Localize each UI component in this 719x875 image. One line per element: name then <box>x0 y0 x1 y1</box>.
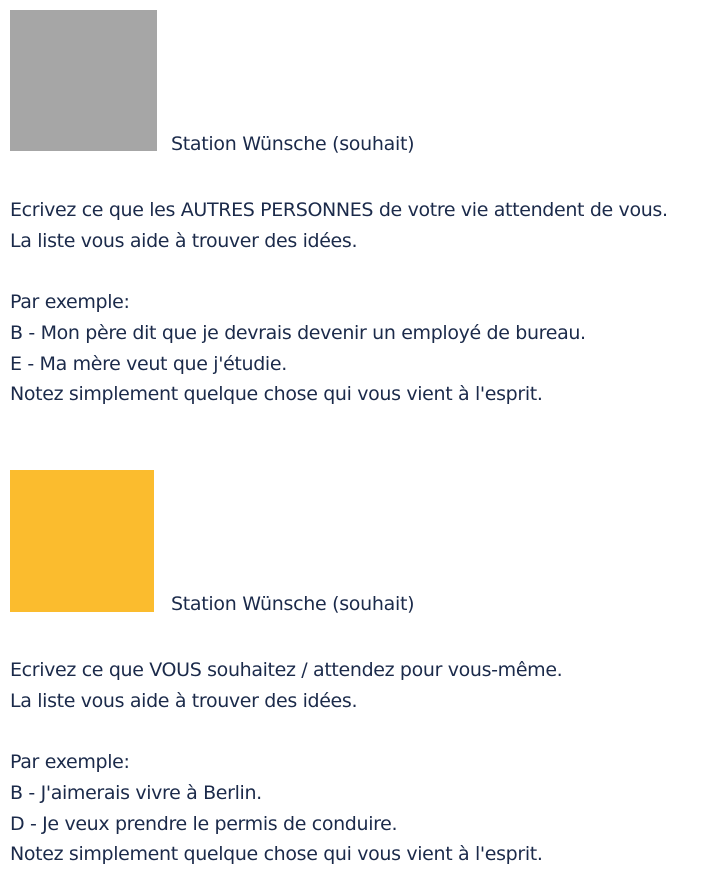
instructions-text <box>10 655 715 870</box>
paragraph-spacer <box>10 256 715 287</box>
example-line: D - Je veux prendre le permis de conduire. <box>10 812 398 835</box>
example-line: B - Mon père dit que je devrais devenir un employé de bureau. <box>10 321 586 344</box>
instruction-line: Ecrivez ce que VOUS souhaitez / attendez pour vous-même. <box>10 659 563 681</box>
station-title: Station Wünsche (souhait) <box>171 593 415 615</box>
instruction-line: Ecrivez ce que les AUTRES PERSONNES de votre vie attendent de vous. <box>10 199 668 221</box>
example-line: E - Ma mère veut que j'étudie. <box>10 352 287 375</box>
example-heading: Par exemple: <box>10 751 130 774</box>
gray-color-swatch <box>10 10 157 151</box>
station-title: Station Wünsche (souhait) <box>171 133 415 155</box>
station-section-others <box>10 10 715 410</box>
station-section-self <box>10 470 715 870</box>
example-heading: Par exemple: <box>10 291 130 314</box>
station-header <box>10 10 715 155</box>
station-header <box>10 470 715 615</box>
yellow-color-swatch <box>10 470 154 612</box>
instruction-line: La liste vous aide à trouver des idées. <box>10 229 358 252</box>
closing-line: Notez simplement quelque chose qui vous vient à l'esprit. <box>10 843 543 866</box>
instructions-text <box>10 195 715 410</box>
closing-line: Notez simplement quelque chose qui vous vient à l'esprit. <box>10 383 543 406</box>
instruction-line: La liste vous aide à trouver des idées. <box>10 689 358 712</box>
paragraph-spacer <box>10 716 715 747</box>
example-line: B - J'aimerais vivre à Berlin. <box>10 781 262 804</box>
